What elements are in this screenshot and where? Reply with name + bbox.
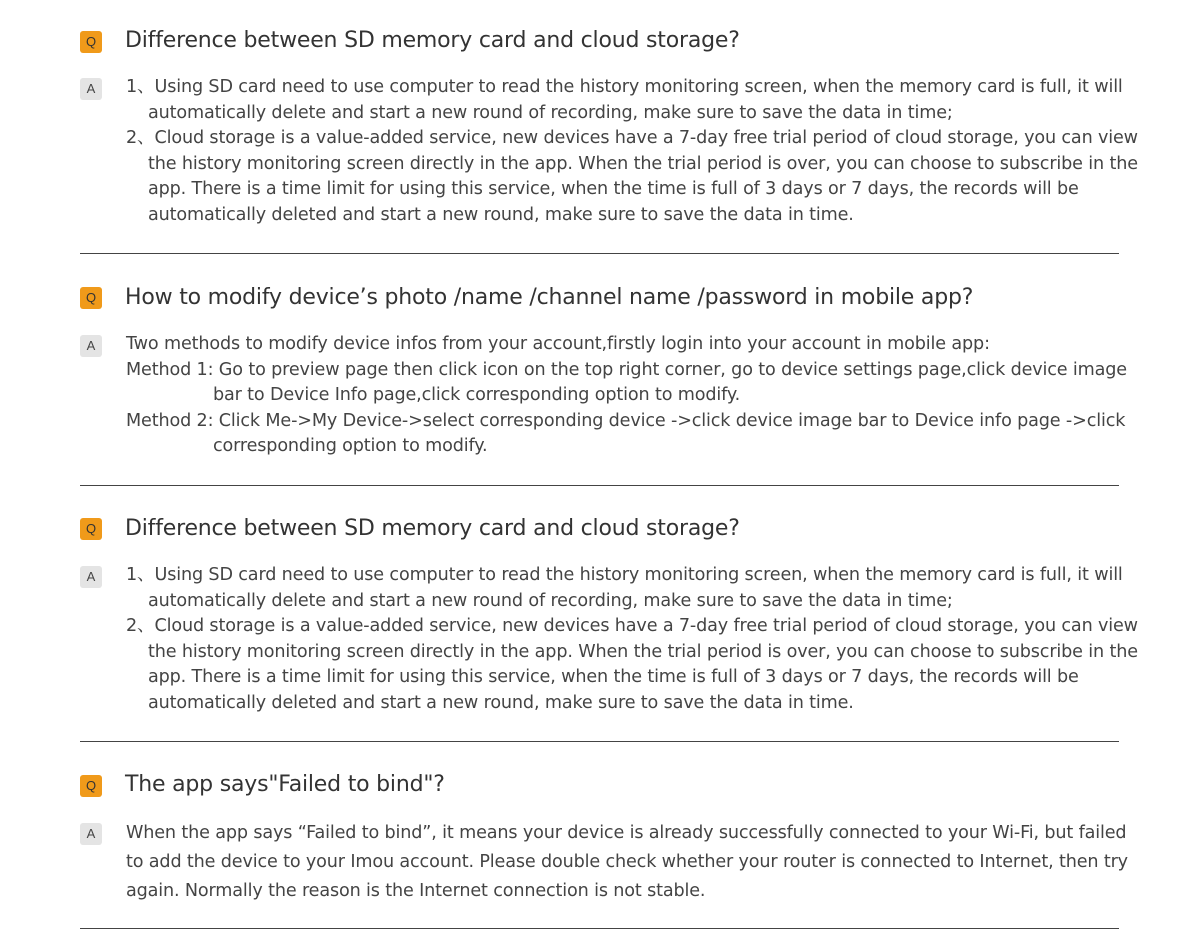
answer-line: corresponding option to modify. — [213, 436, 488, 457]
answer-line: automatically deleted and start a new round, make sure to save the data in time. — [148, 204, 854, 225]
answer-line: Method 1: Go to preview page then click icon on the top right corner, go to device settings page,click device image — [126, 359, 1127, 380]
question-badge: Q — [80, 287, 102, 309]
answer-line: Method 2: Click Me->My Device->select corresponding device ->click device image bar to Device info page ->click — [126, 410, 1126, 431]
answer-line: automatically delete and start a new round of recording, make sure to save the data in time; — [148, 102, 953, 123]
answer-text — [126, 75, 1138, 229]
answer-badge: A — [80, 823, 102, 845]
question-text: Difference between SD memory card and cloud storage? — [125, 516, 740, 541]
answer-badge: A — [80, 78, 102, 100]
answer-line: 2、Cloud storage is a value-added service, new devices have a 7-day free trial period of cloud storage, you can view — [126, 616, 1138, 637]
question-text: How to modify device’s photo /name /channel name /password in mobile app? — [125, 285, 974, 310]
answer-line: 2、Cloud storage is a value-added service, new devices have a 7-day free trial period of cloud storage, you can view — [126, 128, 1138, 149]
question-text: Difference between SD memory card and cloud storage? — [125, 28, 740, 53]
answer-line: to add the device to your Imou account. Please double check whether your router is connected to Internet, then try — [126, 851, 1128, 872]
answer-badge: A — [80, 335, 102, 357]
answer-line: Two methods to modify device infos from your account,firstly login into your account in mobile app: — [126, 334, 990, 354]
question-text: The app says"Failed to bind"? — [125, 772, 445, 797]
answer-text — [126, 332, 1127, 460]
question-badge: Q — [80, 775, 102, 797]
answer-line: automatically deleted and start a new round, make sure to save the data in time. — [148, 692, 854, 713]
answer-badge: A — [80, 566, 102, 588]
answer-line: app. There is a time limit for using this service, when the time is full of 3 days or 7 days, the records will be — [148, 667, 1079, 688]
question-badge: Q — [80, 31, 102, 53]
question-badge: Q — [80, 518, 102, 540]
answer-line: the history monitoring screen directly in the app. When the trial period is over, you can choose to subscribe in the — [148, 641, 1138, 662]
answer-line: app. There is a time limit for using this service, when the time is full of 3 days or 7 days, the records will be — [148, 179, 1079, 200]
answer-text — [126, 563, 1138, 717]
divider — [80, 485, 1119, 486]
answer-line: 1、Using SD card need to use computer to read the history monitoring screen, when the memory card is full, it will — [126, 565, 1123, 585]
answer-line: the history monitoring screen directly in the app. When the trial period is over, you can choose to subscribe in the — [148, 153, 1138, 174]
answer-line: automatically delete and start a new round of recording, make sure to save the data in time; — [148, 590, 953, 611]
answer-text — [126, 819, 1128, 905]
answer-line: again. Normally the reason is the Internet connection is not stable. — [126, 880, 706, 901]
divider — [80, 741, 1119, 742]
divider — [80, 253, 1119, 254]
answer-line: 1、Using SD card need to use computer to read the history monitoring screen, when the memory card is full, it will — [126, 77, 1123, 97]
answer-line: bar to Device Info page,click corresponding option to modify. — [213, 385, 741, 406]
answer-line: When the app says “Failed to bind”, it means your device is already successfully connected to your Wi-Fi, but failed — [126, 823, 1127, 843]
divider — [80, 928, 1119, 929]
